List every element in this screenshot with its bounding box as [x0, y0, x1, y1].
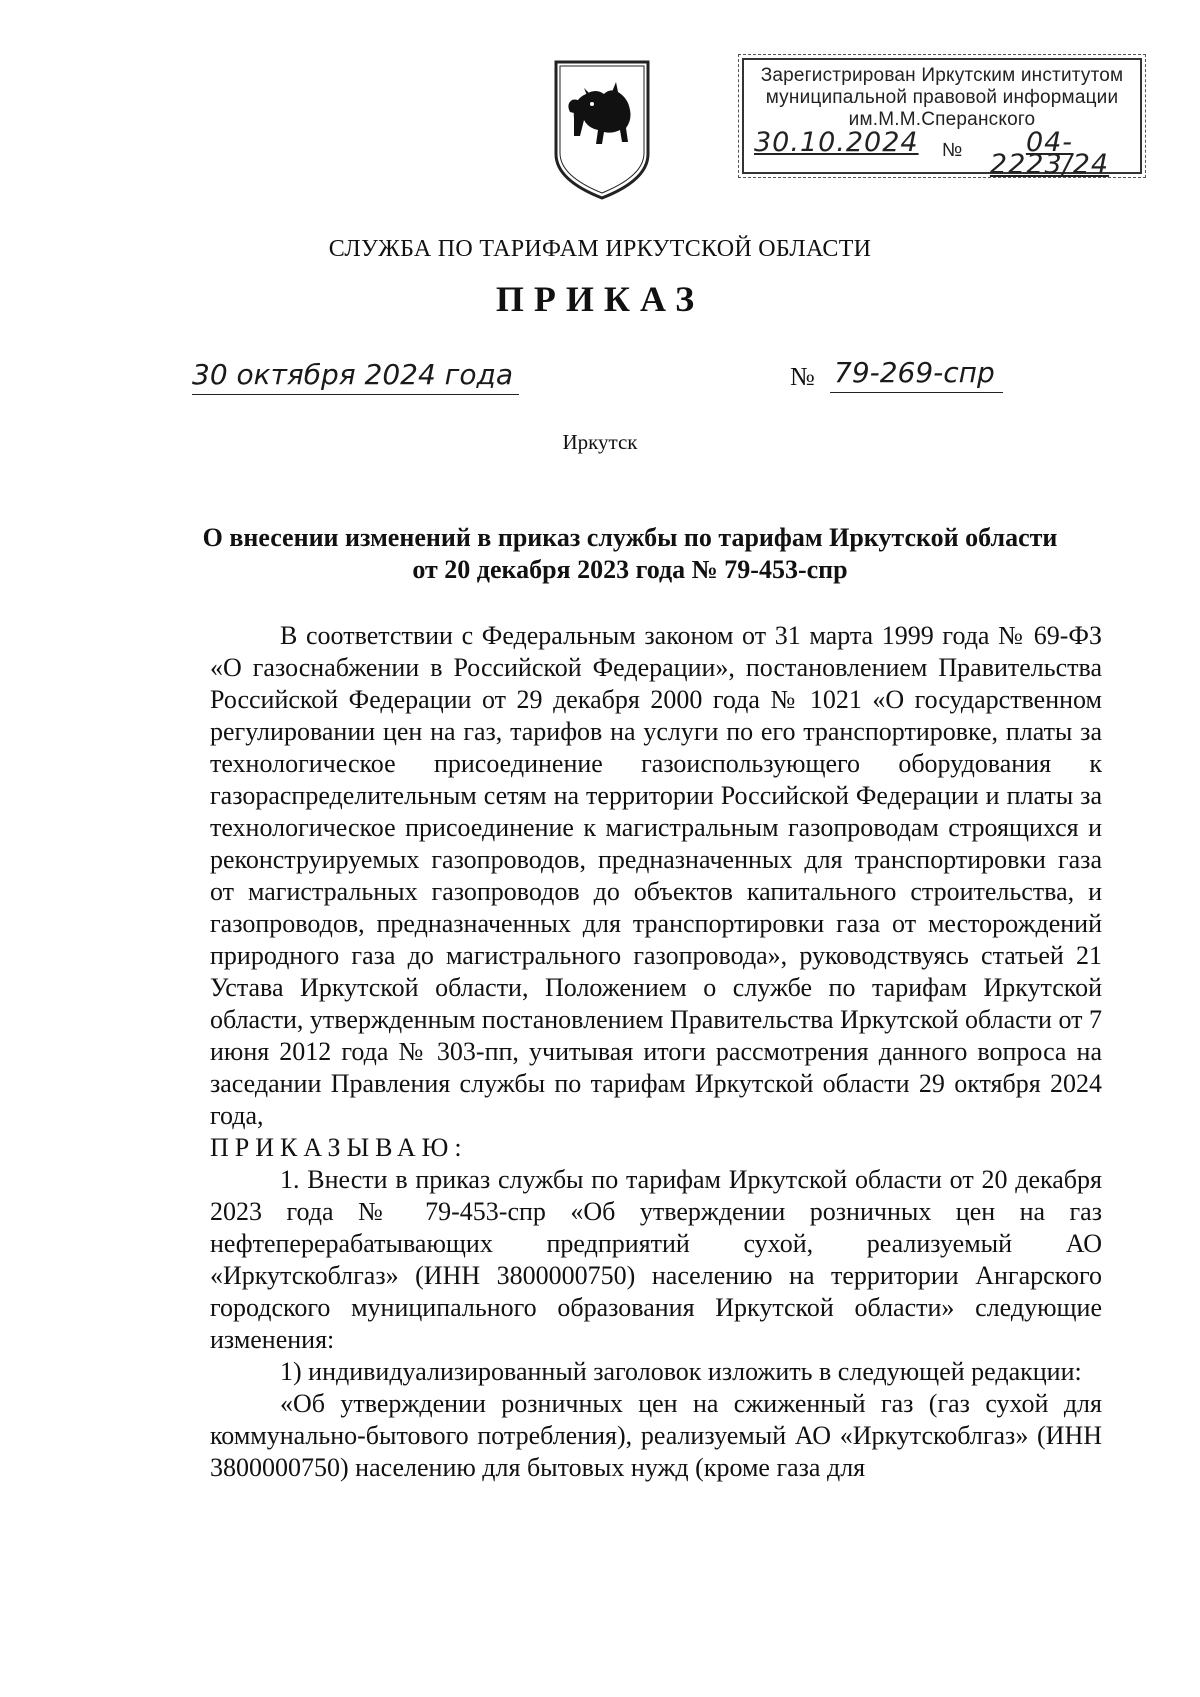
order-number: 79-269-спр	[830, 356, 1003, 393]
order-number-label: №	[790, 362, 815, 391]
stamp-number-label: №	[942, 140, 963, 161]
document-title	[150, 522, 1110, 586]
title-line-2: от 20 декабря 2023 года № 79-453-спр	[412, 555, 848, 584]
stamp-registration-row	[754, 127, 1130, 180]
preamble-paragraph: В соответствии с Федеральным законом от 31 марта 1999 года № 69-ФЗ «О газоснабжении в Российской Федерации», постановлением Правительства Российской Федерации от 29 декабря 2000 года № 1021 «О государственном регулировании цен на газ, тарифов на услуги по его транспортировке, платы за технологическое присоединение газоиспользующего оборудования к газораспределительным сетям на территории Российской Федерации и платы за технологическое присоединение к магистральным газопроводам строящихся и реконструируемых газопроводов, предназначенных для транспортировки газа от магистральных газопроводов до объектов капитального строительства, и газопроводов, предназначенных для транспортировки газа от месторождений природного газа до магистрального газопровода», руководствуясь статьей 21 Устава Иркутской области, Положением о службе по тарифам Иркутской области, утвержденным постановлением Правительства Иркутской области от 7 июня 2012 года № 303-пп, учитывая итоги рассмотрения данного вопроса на заседании Правления службы по тарифам Иркутской области 29 октября 2024 года,	[210, 621, 1102, 1130]
stamp-line-1: Зарегистрирован Иркутским институтом	[760, 65, 1124, 86]
registration-stamp	[742, 58, 1142, 180]
order-word: ПРИКАЗЫВАЮ:	[210, 1133, 468, 1162]
subitem-1-paragraph: 1) индивидуализированный заголовок изложить в следующей редакции:	[280, 1357, 1082, 1386]
order-date: 30 октября 2024 года	[192, 358, 519, 395]
quote-paragraph: «Об утверждении розничных цен на сжиженный газ (газ сухой для коммунально-бытового потребления), реализуемый АО «Иркутскоблгаз» (ИНН 3800000750) населению для бытовых нужд (кроме газа для	[210, 1389, 1102, 1482]
item-1-paragraph: 1. Внести в приказ службы по тарифам Иркутской области от 20 декабря 2023 года № 79-453-спр «Об утверждении розничных цен на газ нефтеперерабатывающих предприятий сухой, реализуемый АО «Иркутскоблгаз» (ИНН 3800000750) населению на территории Ангарского городского муниципального образования Иркутской области» следующие изменения:	[210, 1165, 1102, 1354]
agency-name: СЛУЖБА ПО ТАРИФАМ ИРКУТСКОЙ ОБЛАСТИ	[328, 236, 872, 262]
document-body	[210, 620, 1102, 1484]
stamp-line-2: муниципальной правовой информации	[765, 87, 1119, 108]
stamp-registration-number: 04-2223/24	[989, 127, 1110, 180]
document-type: ПРИКАЗ	[495, 279, 705, 319]
stamp-line-3: им.М.М.Сперанского	[848, 109, 1036, 130]
title-line-1: О внесении изменений в приказ службы по тарифам Иркутской области	[202, 523, 1058, 552]
city: Иркутск	[562, 430, 638, 454]
stamp-registration-date: 30.10.2024	[754, 127, 919, 158]
coat-of-arms-emblem	[552, 58, 652, 202]
